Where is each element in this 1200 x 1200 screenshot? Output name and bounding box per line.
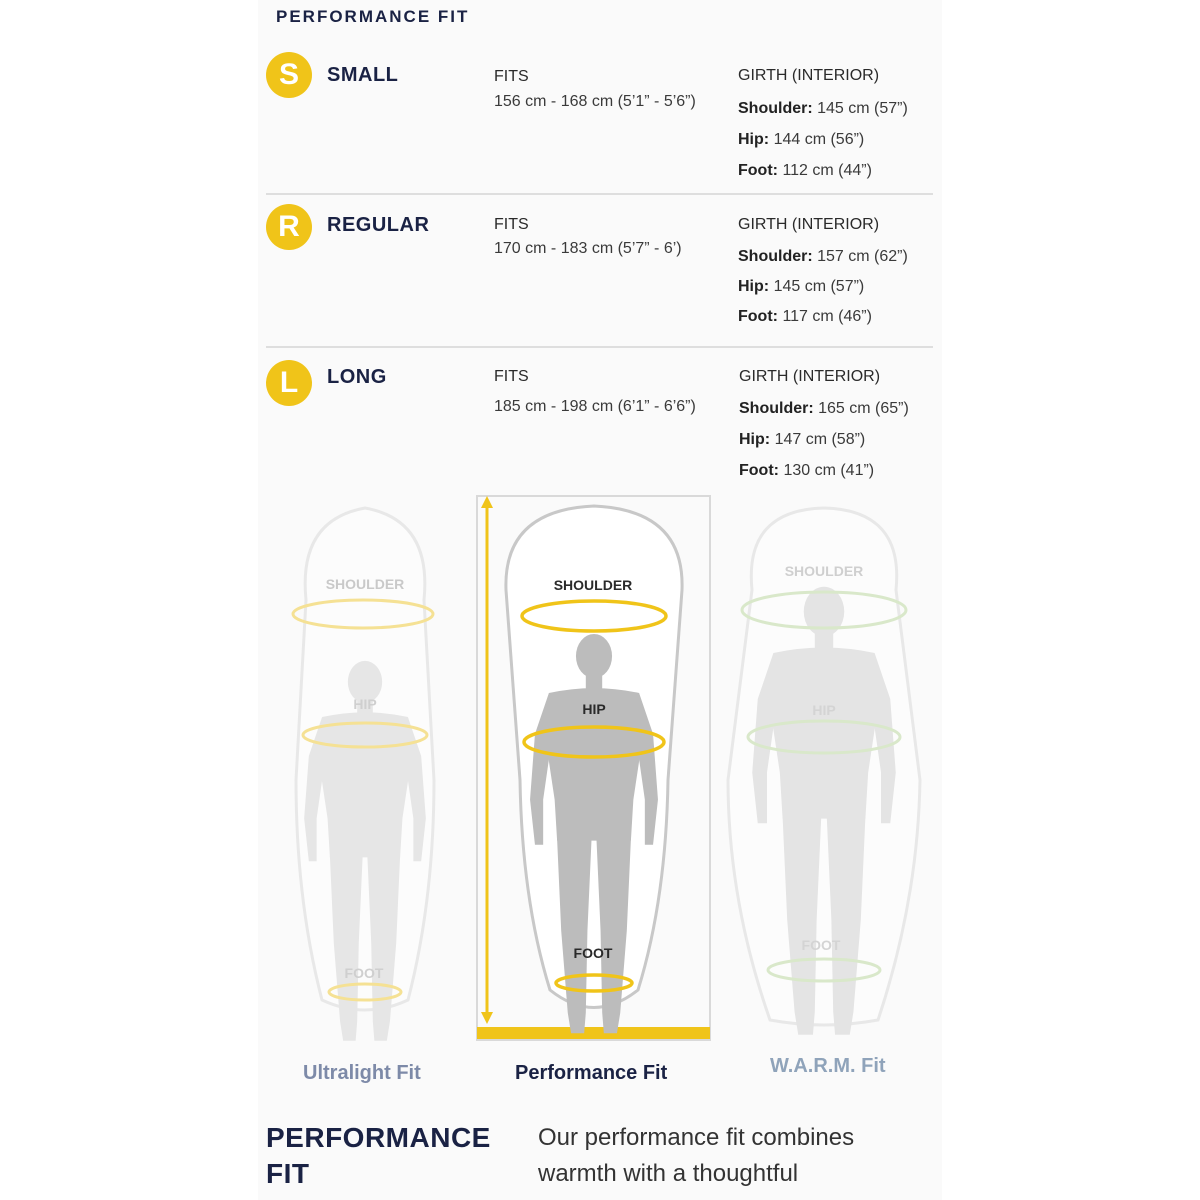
girth-hip: Hip: 144 cm (56”) (738, 131, 865, 148)
performance-fit-description: Our performance fit combines warmth with a thoughtful (538, 1124, 855, 1187)
girth-foot: Foot: 130 cm (41”) (739, 462, 875, 479)
girth-title: GIRTH (INTERIOR) (738, 216, 880, 233)
ultralight-foot-label: FOOT (344, 965, 384, 981)
performance-hip-label: HIP (582, 701, 606, 717)
fits-label: FITS (494, 216, 529, 233)
performance-shoulder-label: SHOULDER (553, 577, 633, 593)
ultralight-hip-label: HIP (353, 696, 377, 712)
fits-range: 156 cm - 168 cm (5’1” - 5’6”) (494, 93, 696, 110)
size-name-small: SMALL (327, 64, 399, 86)
girth-foot: Foot: 117 cm (46”) (738, 308, 872, 325)
row-divider (266, 346, 933, 348)
page-title: PERFORMANCE FIT (276, 7, 470, 26)
fits-range: 170 cm - 183 cm (5’7” - 6’) (494, 240, 682, 257)
girth-foot: Foot: 112 cm (44”) (738, 162, 872, 179)
performance-fit-heading: PERFORMANCE FIT (266, 1122, 491, 1189)
sleeping-bag-fit-diagram (258, 480, 942, 1100)
girth-shoulder: Shoulder: 145 cm (57”) (738, 100, 908, 117)
size-badge-regular: R (266, 204, 312, 250)
ultralight-shoulder-label: SHOULDER (325, 576, 405, 592)
girth-shoulder: Shoulder: 157 cm (62”) (738, 248, 908, 265)
fits-label: FITS (494, 68, 529, 85)
size-row-small (264, 52, 934, 192)
warm-shoulder-label: SHOULDER (784, 563, 864, 579)
size-name-regular: REGULAR (327, 214, 430, 236)
size-name-long: LONG (327, 366, 387, 388)
girth-title: GIRTH (INTERIOR) (739, 368, 881, 385)
ultralight-fit-caption: Ultralight Fit (303, 1062, 421, 1084)
fits-range: 185 cm - 198 cm (6’1” - 6’6”) (494, 398, 696, 415)
size-row-long (264, 358, 934, 488)
size-row-regular (264, 204, 934, 344)
girth-title: GIRTH (INTERIOR) (738, 67, 880, 84)
size-badge-long: L (266, 360, 312, 406)
girth-hip: Hip: 147 cm (58”) (739, 431, 866, 448)
warm-foot-label: FOOT (801, 937, 841, 953)
size-badge-small: S (266, 52, 312, 98)
performance-foot-label: FOOT (573, 945, 613, 961)
girth-shoulder: Shoulder: 165 cm (65”) (739, 400, 909, 417)
warm-hip-label: HIP (812, 702, 836, 718)
fits-label: FITS (494, 368, 529, 385)
warm-fit-caption: W.A.R.M. Fit (770, 1055, 886, 1077)
girth-hip: Hip: 145 cm (57”) (738, 278, 865, 295)
warm-figure (728, 508, 920, 1035)
performance-fit-caption: Performance Fit (515, 1062, 668, 1084)
row-divider (266, 193, 933, 195)
